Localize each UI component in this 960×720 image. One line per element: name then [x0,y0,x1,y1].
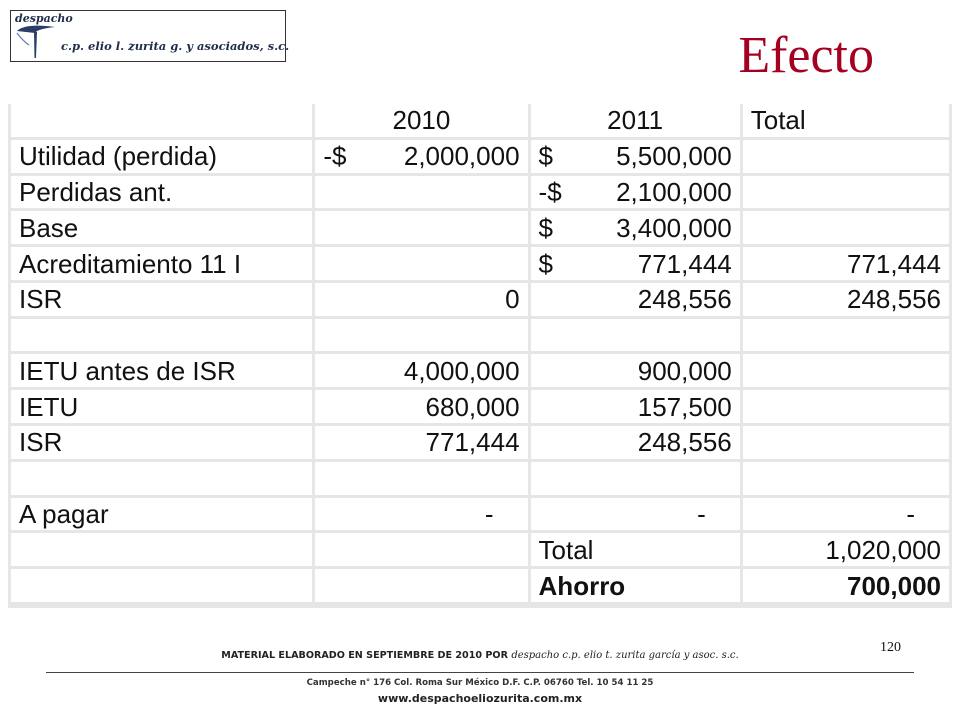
summary-label: Total [531,533,740,566]
currency-sign: $ [538,248,553,279]
cell-2011 [531,283,740,316]
cell-total [743,426,949,459]
currency-sign: $ [538,141,553,172]
row-label: ISR [11,426,312,459]
header-total: Total [743,104,949,137]
cell-value: 3,400,000 [616,212,732,243]
table-row-spacer [11,319,949,352]
row-label: IETU [11,390,312,423]
company-logo [10,10,290,62]
table-row [11,354,949,387]
cell-total: - [743,498,949,531]
cell-value: 0 [505,284,520,315]
footer-website: www.despachoeliozurita.com.mx [377,692,583,705]
table-header-row [11,104,949,137]
summary-row-savings [11,569,949,602]
cell-total [743,462,949,495]
cell-total [743,354,949,387]
cell-2011 [531,140,740,173]
table-row [11,176,949,209]
cell-2011: - [531,498,740,531]
cell-total [743,140,949,173]
summary-empty-cell [315,569,527,602]
currency-sign: -$ [538,176,562,207]
table-row [11,140,949,173]
cell-value: 771,444 [637,248,732,279]
footer-credit-firm: despacho c.p. elio t. zurita garcía y asoc. s.c. [511,650,739,661]
cell-2011 [531,247,740,280]
cell-2010: - [315,498,527,531]
cell-total [743,319,949,352]
currency-sign: $ [538,212,553,243]
cell-total [743,211,949,244]
currency-sign: -$ [323,141,347,172]
cell-value: 2,000,000 [403,141,520,172]
cell-2011: 900,000 [531,354,740,387]
cell-2011 [531,211,740,244]
row-label [11,319,312,352]
table-row [11,426,949,459]
cell-2010: 680,000 [315,390,527,423]
table-row [11,283,949,316]
footer-credit-text: MATERIAL ELABORADO EN SEPTIEMBRE DE 2010 POR [221,650,508,661]
summary-empty-cell [315,533,527,566]
page-number: 120 [880,640,901,655]
cell-2011 [531,462,740,495]
cell-2011 [531,319,740,352]
row-label: A pagar [11,498,312,531]
summary-empty-cell [11,533,312,566]
cell-2010 [315,211,527,244]
cell-2010 [315,176,527,209]
logo-emblem-icon [15,25,59,59]
row-label: Perdidas ant. [11,176,312,209]
slide-title: Efecto [738,27,874,84]
tax-table [8,104,952,605]
cell-total [743,390,949,423]
cell-value: 5,500,000 [616,141,732,172]
row-label: Base [11,211,312,244]
header-empty-cell [11,104,312,137]
tax-table-frame [8,104,952,608]
header-year-2010: 2010 [315,104,527,137]
cell-2010 [315,283,527,316]
cell-2010 [315,140,527,173]
cell-2011: 157,500 [531,390,740,423]
cell-2010 [315,319,527,352]
cell-2010 [315,247,527,280]
footer-divider [46,672,914,673]
cell-2010 [315,462,527,495]
summary-row-total [11,533,949,566]
cell-2010: 4,000,000 [315,354,527,387]
footer-address: Campeche n° 176 Col. Roma Sur México D.F. C.P. 06760 Tel. 10 54 11 25 [306,678,654,688]
row-label [11,462,312,495]
summary-empty-cell [11,569,312,602]
cell-total: 771,444 [743,247,949,280]
row-label: Utilidad (perdida) [11,140,312,173]
summary-label: Ahorro [531,569,740,602]
table-row [11,247,949,280]
row-label: IETU antes de ISR [11,354,312,387]
summary-value: 1,020,000 [743,533,949,566]
table-row-spacer [11,462,949,495]
row-label: Acreditamiento 11 I [11,247,312,280]
cell-total [743,176,949,209]
table-row [11,498,949,531]
logo-subtitle: c.p. elio l. zurita g. y asociados, s.c. [61,39,290,53]
cell-total: 248,556 [743,283,949,316]
cell-value: 2,100,000 [616,176,732,207]
table-row [11,390,949,423]
cell-value: 248,556 [637,284,732,315]
row-label: ISR [11,283,312,316]
cell-2011 [531,176,740,209]
cell-2011: 248,556 [531,426,740,459]
logo-name: despacho [15,12,73,25]
summary-value: 700,000 [743,569,949,602]
cell-2010: 771,444 [315,426,527,459]
footer-credit [0,650,960,661]
table-row [11,211,949,244]
header-year-2011: 2011 [531,104,740,137]
